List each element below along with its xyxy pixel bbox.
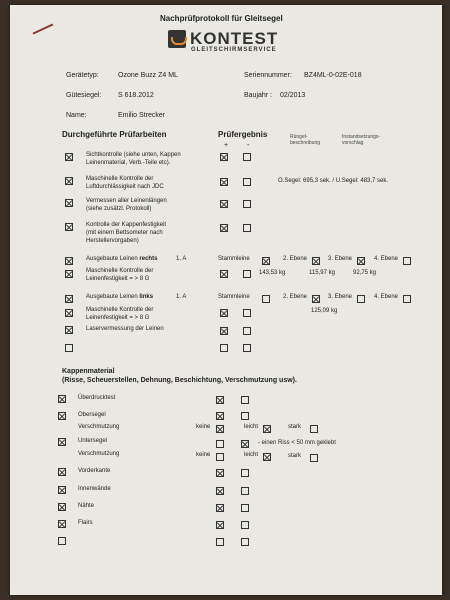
innenwaende-plus-checkbox[interactable] — [216, 487, 224, 495]
baujahr-value: 02/2013 — [280, 92, 306, 99]
row5-ebene4: 4. Ebene — [374, 256, 399, 262]
row5-bold: rechts — [139, 256, 158, 262]
guetesiegel-label: Gütesiegel: — [66, 92, 102, 99]
row2-note: O.Segel: 695,3 sek. / U.Segel: 483,7 sek. — [278, 178, 389, 184]
naehte-plus-checkbox[interactable] — [216, 504, 224, 512]
row9-minus-checkbox[interactable] — [243, 327, 251, 335]
row10-checkbox[interactable] — [65, 344, 73, 352]
row6-text: Maschinelle Kontrolle der Leinenfestigkeit = > 8 G — [86, 268, 154, 282]
verschmutzung2-label: Verschmutzung — [78, 451, 120, 457]
row8-minus-checkbox[interactable] — [243, 309, 251, 317]
name-label: Name: — [66, 112, 87, 119]
row7-stammleine-checkbox[interactable] — [262, 295, 270, 303]
stark1-label: stark — [288, 424, 302, 430]
row7-num: 1. A — [176, 294, 187, 300]
row3-minus-checkbox[interactable] — [243, 200, 251, 208]
leicht1-label: leicht — [244, 424, 259, 430]
row7-ebene3-checkbox[interactable] — [357, 295, 365, 303]
row7-text — [86, 294, 153, 300]
untersegel-plus-checkbox[interactable] — [216, 440, 224, 448]
row6-plus-checkbox[interactable] — [220, 270, 228, 278]
row7-ebene4: 4. Ebene — [374, 294, 399, 300]
keine1-checkbox[interactable] — [216, 425, 224, 433]
stark1-checkbox[interactable] — [310, 425, 318, 433]
naehte-label: Nähte — [78, 503, 95, 509]
row7-checkbox[interactable] — [65, 295, 73, 303]
naehte-minus-checkbox[interactable] — [241, 504, 249, 512]
ueberdrucktest-checkbox[interactable] — [58, 395, 66, 403]
row5-ebene2-checkbox[interactable] — [312, 257, 320, 265]
leicht1-checkbox[interactable] — [263, 425, 271, 433]
row1-plus-checkbox[interactable] — [220, 153, 228, 161]
stark2-checkbox[interactable] — [310, 454, 318, 462]
naehte-checkbox[interactable] — [58, 503, 66, 511]
row5-stammleine: Stammleine — [218, 256, 250, 262]
extra-checkbox[interactable] — [58, 537, 66, 545]
row7-ebene2-checkbox[interactable] — [312, 295, 320, 303]
ueberdrucktest-plus-checkbox[interactable] — [216, 396, 224, 404]
row7-ebene3: 3. Ebene — [328, 294, 353, 300]
row3-plus-checkbox[interactable] — [220, 200, 228, 208]
row7-ebene4-checkbox[interactable] — [403, 295, 411, 303]
row6-value-1: 143,53 kg — [259, 270, 286, 276]
keine1-label: keine — [196, 424, 211, 430]
kappen-title: Kappenmaterial — [62, 368, 115, 375]
geraetetyp-value: Ozone Buzz Z4 ML — [118, 72, 178, 79]
verschmutzung1-label: Verschmutzung — [78, 424, 120, 430]
row5-ebene3: 3. Ebene — [328, 256, 353, 262]
row5-label: Ausgebaute Leinen — [86, 256, 140, 262]
row6-checkbox[interactable] — [65, 270, 73, 278]
riss-note: - einen Riss < 50 mm geklebt — [258, 440, 336, 446]
geraetetyp-label: Gerätetyp: — [66, 72, 99, 79]
row6-value-2: 115,97 kg — [309, 270, 335, 276]
baujahr-label: Baujahr : — [244, 92, 273, 99]
vorderkante-label: Vorderkante — [78, 468, 111, 474]
innenwaende-label: Innenwände — [78, 486, 111, 492]
vorderkante-plus-checkbox[interactable] — [216, 469, 224, 477]
name-value: Emilio Strecker — [118, 112, 166, 119]
arbeiten-heading: Durchgeführte Prüfarbeiten — [62, 130, 167, 139]
plus-heading: + — [224, 142, 229, 149]
row3-text: Vermessen aller Leinenlängen (siehe zusätzl. Protokoll) — [86, 198, 167, 212]
leicht2-checkbox[interactable] — [263, 453, 271, 461]
row5-ebene3-checkbox[interactable] — [357, 257, 365, 265]
row2-text: Maschinelle Kontrolle der Luftdurchlässigkeit nach JDC — [86, 176, 164, 190]
vorderkante-minus-checkbox[interactable] — [241, 469, 249, 477]
vorderkante-checkbox[interactable] — [58, 468, 66, 476]
row9-checkbox[interactable] — [65, 326, 73, 334]
kappen-subtitle: (Risse, Scheuerstellen, Dehnung, Beschichtung, Verschmutzung usw). — [62, 377, 297, 384]
row9-text: Laservermessung der Leinen — [86, 326, 164, 332]
row4-minus-checkbox[interactable] — [243, 224, 251, 232]
ueberdrucktest-minus-checkbox[interactable] — [241, 396, 249, 404]
leicht2-label: leicht — [244, 452, 259, 458]
extra-minus-checkbox[interactable] — [241, 538, 249, 546]
keine2-checkbox[interactable] — [216, 453, 224, 461]
obersegel-checkbox[interactable] — [58, 412, 66, 420]
row5-ebene2: 2. Ebene — [283, 256, 308, 262]
row8-checkbox[interactable] — [65, 309, 73, 317]
row10-plus-checkbox[interactable] — [220, 344, 228, 352]
guetesiegel-value: S 618.2012 — [118, 92, 154, 99]
row5-ebene4-checkbox[interactable] — [403, 257, 411, 265]
row4-text: Kontrolle der Kappenfestigkeit (mit einem Bettsometer nach Herstellervorgaben) — [86, 222, 167, 244]
brand-subtitle: GLEITSCHIRMSERVICE — [191, 47, 277, 53]
obersegel-plus-checkbox[interactable] — [216, 412, 224, 420]
row7-bold: links — [139, 294, 154, 300]
row9-plus-checkbox[interactable] — [220, 327, 228, 335]
untersegel-minus-checkbox[interactable] — [241, 440, 249, 448]
row7-label: Ausgebaute Leinen — [86, 294, 140, 300]
keine2-label: keine — [196, 452, 211, 458]
row5-checkbox[interactable] — [65, 257, 73, 265]
extra-plus-checkbox[interactable] — [216, 538, 224, 546]
ruengel-heading: Rüngel- beschreibung — [290, 134, 321, 146]
row1-minus-checkbox[interactable] — [243, 153, 251, 161]
flairs-plus-checkbox[interactable] — [216, 521, 224, 529]
row3-checkbox[interactable] — [65, 199, 73, 207]
instand-heading: Instandsetzungs- vorschlag — [342, 134, 381, 146]
minus-heading: - — [247, 142, 250, 149]
row2-checkbox[interactable] — [65, 177, 73, 185]
seriennummer-value: BZ4ML-0-02E-018 — [304, 72, 362, 79]
obersegel-label: Obersegel — [78, 412, 106, 418]
obersegel-minus-checkbox[interactable] — [241, 412, 249, 420]
row2-minus-checkbox[interactable] — [243, 178, 251, 186]
row4-checkbox[interactable] — [65, 223, 73, 231]
row8-value-1: 125,09 kg — [311, 308, 338, 314]
flairs-label: Flairs — [78, 520, 93, 526]
page-title: Nachprüfprotokoll für Gleitsegel — [160, 14, 283, 23]
row1-checkbox[interactable] — [65, 153, 73, 161]
row8-plus-checkbox[interactable] — [220, 309, 228, 317]
row5-stammleine-checkbox[interactable] — [262, 257, 270, 265]
row7-ebene2: 2. Ebene — [283, 294, 308, 300]
row7-stammleine: Stammleine — [218, 294, 250, 300]
ergebnis-heading: Prüfergebnis — [218, 130, 268, 139]
innenwaende-minus-checkbox[interactable] — [241, 487, 249, 495]
kontest-logo-icon — [168, 30, 186, 48]
row5-text — [86, 256, 157, 262]
row8-text: Maschinelle Kontrolle der Leinenfestigkeit = > 8 G — [86, 307, 154, 321]
innenwaende-checkbox[interactable] — [58, 486, 66, 494]
row5-num: 1. A — [176, 256, 187, 262]
untersegel-label: Untersegel — [78, 438, 108, 444]
row10-minus-checkbox[interactable] — [243, 344, 251, 352]
row6-value-3: 92,75 kg — [353, 270, 377, 276]
flairs-checkbox[interactable] — [58, 520, 66, 528]
row6-minus-checkbox[interactable] — [243, 270, 251, 278]
brand-name: KONTEST — [190, 29, 279, 48]
untersegel-checkbox[interactable] — [58, 438, 66, 446]
ueberdrucktest-label: Überdrucktest — [78, 395, 116, 401]
flairs-minus-checkbox[interactable] — [241, 521, 249, 529]
row2-plus-checkbox[interactable] — [220, 178, 228, 186]
row1-text: Sichtkontrolle (siehe unten, Kappen Leinenmaterial, Verb.-Teile etc). — [86, 152, 181, 166]
stark2-label: stark — [288, 453, 302, 459]
row4-plus-checkbox[interactable] — [220, 224, 228, 232]
seriennummer-label: Seriennummer: — [244, 72, 292, 79]
